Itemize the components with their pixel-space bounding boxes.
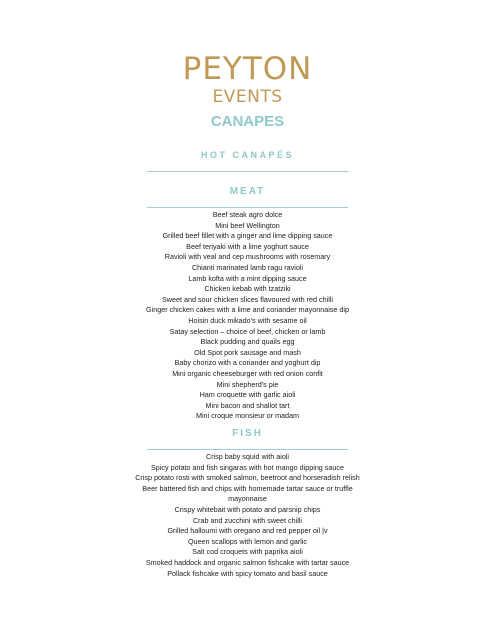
divider [147,207,348,208]
meat-list [0,210,495,422]
list-item: Mini croque monsieur or madam [195,411,300,421]
list-item: Ravioli with veal and cep mushrooms with rosemary [164,252,331,262]
list-item: Black pudding and quails egg [200,337,295,347]
list-item: Ginger chicken cakes with a lime and coriander mayonnaise dip [146,305,349,315]
list-item: Old Spot pork sausage and mash [194,347,301,357]
list-item: Mini beef Wellington [215,220,280,230]
logo-peyton: PEYTON [182,51,313,87]
list-item: Chianti marinated lamb ragu ravioli [191,262,304,272]
divider [147,449,348,450]
list-item: Smoked haddock and organic salmon fishcake with tartar sauce [145,557,350,567]
list-item: Satay selection – choice of beef, chicken or lamb [169,326,326,336]
list-item: Salt cod croquets with paprika aioli [192,547,303,557]
list-item: Lamb kofta with a mint dipping sauce [188,273,307,283]
list-item: Hoisin duck mikado's with sesame oil [188,315,307,325]
list-item: Grilled beef fillet with a ginger and lime dipping sauce [162,231,333,241]
list-item: Crab and zucchini with sweet chilli [192,515,303,525]
list-item: Beef teriyaki with a lime yoghurt sauce [186,241,309,251]
list-item: Baby chorizo with a coriander and yoghurt dip [174,358,321,368]
list-item: Mini bacon and shallot tart [205,400,290,410]
list-item: Grilled halloumi with oregano and red pepper oil |v [167,526,328,536]
list-item: Spicy potato and fish singaras with hot mango dipping sauce [151,462,344,472]
section-title-meat: MEAT [229,186,266,197]
logo-events: EVENTS [212,87,283,107]
list-item: Sweet and sour chicken slices flavoured with red chilli [162,294,333,304]
section-title-fish: FISH [232,428,263,439]
list-item: Beer battered fish and chips with homemade tartar sauce or truffle mayonnaise [142,483,353,504]
page-subtitle: HOT CANAPÉS [200,150,294,160]
divider [147,171,348,172]
page-title: CANAPES [210,113,285,130]
fish-list [0,452,495,579]
list-item: Chicken kebab with tzatziki [204,284,291,294]
list-item: Mini shepherd's pie [216,379,279,389]
list-item: Ham croquette with garlic aioli [199,390,296,400]
list-item: Beef steak agro dolce [212,210,283,219]
list-item: Mini organic cheeseburger with red onion confit [172,368,323,378]
list-item: Crisp potato rosti with smoked salmon, beetroot and horseradish relish [135,473,360,483]
list-item: Queen scallops with lemon and garlic [187,536,308,546]
list-item: Crisp baby squid with aioli [205,452,290,461]
list-item: Crispy whitebait with potato and parsnip chips [174,504,321,514]
list-item: Pollack fishcake with spicy tomato and basil sauce [167,568,328,578]
